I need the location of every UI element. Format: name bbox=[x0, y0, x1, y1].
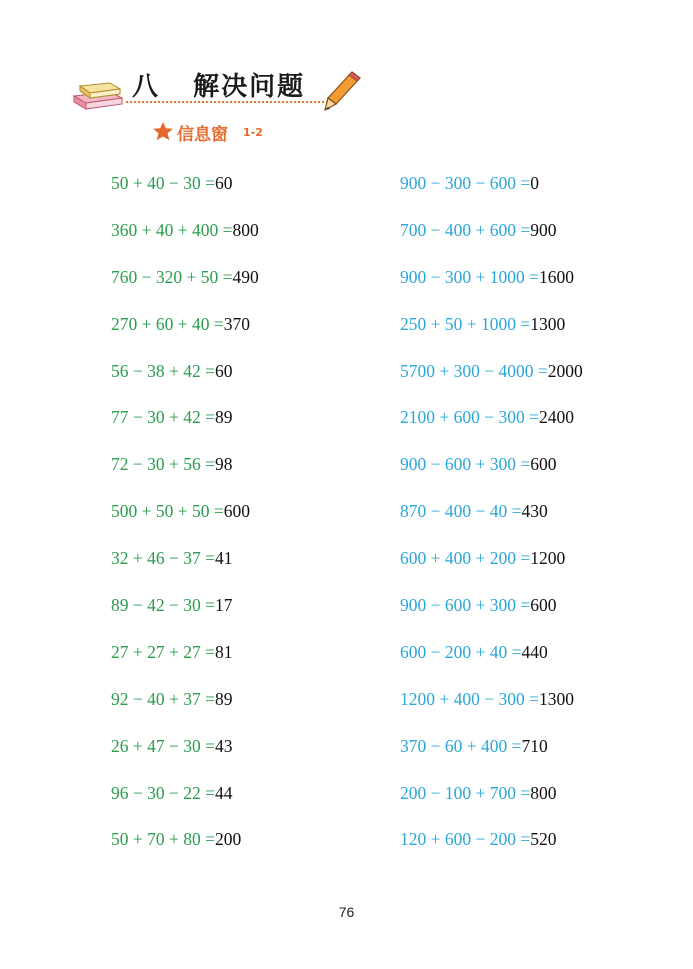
equation-row bbox=[111, 686, 259, 733]
equation-expression: 5700 + 300 − 4000 = bbox=[400, 360, 548, 381]
equation-row bbox=[400, 639, 583, 686]
equation-expression: 2100 + 600 − 300 = bbox=[400, 407, 539, 428]
equation-expression: 600 + 400 + 200 = bbox=[400, 548, 531, 569]
equation-row bbox=[400, 545, 583, 592]
equation-expression: 77 − 30 + 42 = bbox=[111, 407, 215, 428]
star-icon bbox=[152, 121, 174, 141]
equation-expression: 89 − 42 − 30 = bbox=[111, 595, 215, 616]
equation-row bbox=[400, 498, 583, 545]
equation-row bbox=[111, 451, 259, 498]
subtitle-range: 1-2 bbox=[243, 126, 263, 139]
equation-expression: 1200 + 400 − 300 = bbox=[400, 688, 539, 709]
equation-answer: 800 bbox=[530, 782, 557, 803]
equation-expression: 200 − 100 + 700 = bbox=[400, 782, 531, 803]
books-icon bbox=[72, 78, 128, 112]
equation-answer: 490 bbox=[232, 266, 259, 287]
equation-answer: 200 bbox=[214, 829, 242, 850]
equation-row bbox=[400, 592, 583, 639]
equation-row bbox=[400, 264, 583, 311]
left-exercise-column bbox=[111, 170, 259, 873]
right-exercise-column bbox=[400, 170, 583, 873]
equation-expression: 600 − 200 + 40 = bbox=[400, 641, 522, 662]
equation-answer: 89 bbox=[214, 407, 233, 428]
equation-answer: 600 bbox=[530, 454, 557, 475]
equation-row bbox=[400, 404, 583, 451]
equation-answer: 1600 bbox=[538, 266, 574, 287]
equation-expression: 360 + 40 + 400 = bbox=[111, 219, 233, 240]
equation-expression: 900 − 600 + 300 = bbox=[400, 454, 531, 475]
equation-row bbox=[111, 780, 259, 827]
equation-answer: 710 bbox=[521, 735, 548, 756]
equation-row bbox=[111, 170, 259, 217]
equation-row bbox=[400, 358, 583, 405]
equation-expression: 32 + 46 − 37 = bbox=[111, 548, 215, 569]
equation-expression: 900 − 300 + 1000 = bbox=[400, 266, 539, 287]
equation-answer: 60 bbox=[214, 173, 233, 193]
equation-answer: 1300 bbox=[538, 688, 574, 709]
equation-row bbox=[400, 170, 583, 217]
equation-row bbox=[111, 826, 259, 873]
equation-expression: 27 + 27 + 27 = bbox=[111, 641, 215, 662]
equation-expression: 870 − 400 − 40 = bbox=[400, 501, 522, 522]
equation-row bbox=[400, 733, 583, 780]
subtitle-label: 信息窗 bbox=[177, 125, 228, 145]
equation-answer: 1200 bbox=[530, 548, 566, 569]
equation-row bbox=[111, 592, 259, 639]
equation-answer: 44 bbox=[214, 782, 233, 803]
equation-expression: 26 + 47 − 30 = bbox=[111, 735, 215, 756]
equation-row bbox=[111, 545, 259, 592]
pencil-icon bbox=[322, 70, 362, 112]
equation-row bbox=[111, 358, 259, 405]
equation-answer: 2400 bbox=[538, 407, 574, 428]
equation-row bbox=[400, 217, 583, 264]
equation-expression: 900 − 300 − 600 = bbox=[400, 173, 531, 193]
equation-expression: 500 + 50 + 50 = bbox=[111, 501, 224, 522]
equation-row bbox=[400, 311, 583, 358]
equation-answer: 440 bbox=[521, 641, 548, 662]
equation-row bbox=[111, 498, 259, 545]
equation-answer: 81 bbox=[214, 641, 233, 662]
equation-expression: 72 − 30 + 56 = bbox=[111, 454, 215, 475]
equation-answer: 800 bbox=[232, 219, 259, 240]
equation-row bbox=[111, 639, 259, 686]
equation-expression: 96 − 30 − 22 = bbox=[111, 782, 215, 803]
equation-expression: 92 − 40 + 37 = bbox=[111, 688, 215, 709]
equation-row bbox=[111, 264, 259, 311]
equation-answer: 600 bbox=[530, 595, 557, 616]
equation-row bbox=[400, 686, 583, 733]
equation-row bbox=[400, 451, 583, 498]
equation-row bbox=[111, 733, 259, 780]
equation-row bbox=[111, 217, 259, 264]
chapter-title: 八 解决问题 bbox=[132, 72, 306, 102]
equation-expression: 370 − 60 + 400 = bbox=[400, 735, 522, 756]
equation-row bbox=[400, 780, 583, 827]
equation-answer: 17 bbox=[214, 595, 233, 616]
equation-answer: 0 bbox=[530, 173, 539, 193]
equation-expression: 250 + 50 + 1000 = bbox=[400, 313, 531, 334]
equation-answer: 430 bbox=[521, 501, 548, 522]
equation-answer: 43 bbox=[214, 735, 233, 756]
equation-row bbox=[400, 826, 583, 873]
equation-answer: 600 bbox=[223, 501, 250, 522]
equation-answer: 41 bbox=[214, 548, 233, 569]
equation-row bbox=[111, 311, 259, 358]
equation-expression: 56 − 38 + 42 = bbox=[111, 360, 215, 381]
equation-expression: 50 + 70 + 80 = bbox=[111, 829, 215, 850]
equation-expression: 120 + 600 − 200 = bbox=[400, 829, 531, 850]
equation-answer: 89 bbox=[214, 688, 233, 709]
chapter-header bbox=[72, 64, 362, 114]
equation-answer: 2000 bbox=[547, 360, 583, 381]
equation-answer: 98 bbox=[214, 454, 233, 475]
equation-answer: 900 bbox=[530, 219, 557, 240]
equation-answer: 60 bbox=[214, 360, 233, 381]
equation-answer: 1300 bbox=[530, 313, 566, 334]
equation-expression: 700 − 400 + 600 = bbox=[400, 219, 531, 240]
equation-expression: 50 + 40 − 30 = bbox=[111, 173, 215, 193]
equation-expression: 270 + 60 + 40 = bbox=[111, 313, 224, 334]
equation-expression: 900 − 600 + 300 = bbox=[400, 595, 531, 616]
equation-answer: 520 bbox=[530, 829, 557, 850]
equation-expression: 760 − 320 + 50 = bbox=[111, 266, 233, 287]
equation-row bbox=[111, 404, 259, 451]
page-number: 76 bbox=[338, 904, 355, 920]
equation-answer: 370 bbox=[223, 313, 250, 334]
